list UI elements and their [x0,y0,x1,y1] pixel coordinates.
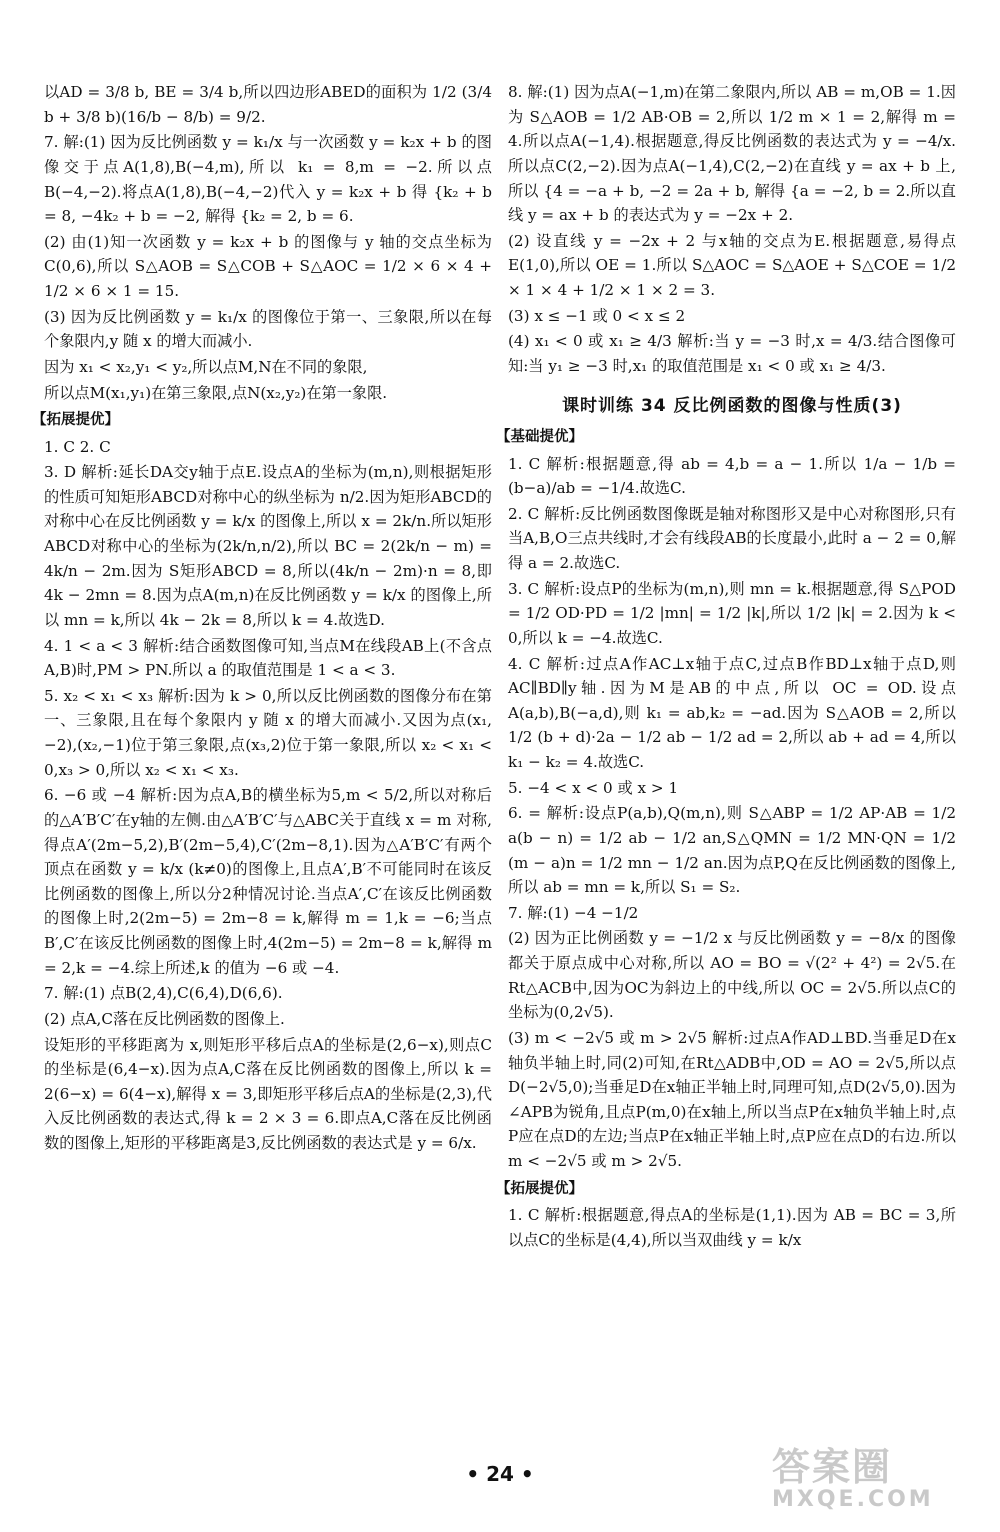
extend-answer-3: 3. D 解析:延长DA交y轴于点E.设点A的坐标为(m,n),则根据矩形的性质可知矩形ABCD对称中心的纵坐标为 n/2.因为矩形ABCD的对称中心在反比例函数 y = k/x 的图像上,所以 x = 2k/n.所以矩形ABCD对称中心的坐标为(2k/n,n/2),所以 BC = 2(2k/n − m) = 4k/n − 2m.因为 S矩形ABCD = 8,所以(4k/n − 2m)·n = 8,即 4k − 2mn = 8.因为点A(m,n)在反比例函数 y = k/x 的图像上,所以 mn = k,所以 4k − 2k = 8,所以 k = 4.故选D. [44,463,492,629]
section-heading-extend: 【拓展提优】 [32,412,119,429]
extend-answer-5: 5. x₂ < x₁ < x₃ 解析:因为 k > 0,所以反比例函数的图像分布在第一、三象限,且在每个象限内 y 随 x 的增大而减小.又因为点(x₁,−2),(x₂,−1)位于第三象限,点(x₃,2)位于第一象限,所以 x₂ < x₁ < 0,x₃ > 0,所以 x₂ < x₁ < x₃. [44,686,492,779]
basic-answer-2: 2. C 解析:反比例函数图像既是轴对称图形又是中心对称图形,只有当A,B,O三点共线时,才会有线段AB的长度最小,此时 a − 2 = 0,解得 a = 2.故选C. [508,504,956,573]
basic-answer-6: 6. = 解析:设点P(a,b),Q(m,n),则 S△ABP = 1/2 AP·AB = 1/2 a(b − n) = 1/2 ab − 1/2 an,S△QMN = 1/2 MN·QN = 1/2 (m − a)n = 1/2 mn − 1/2 an.因为点P,Q在反比例函数的图像上,所以 ab = mn = k,所以 S₁ = S₂. [508,804,956,897]
watermark-big-text: 答案圈 [772,1445,893,1489]
answer-7-part1: 7. 解:(1) 因为反比例函数 y = k₁/x 与一次函数 y = k₂x + b 的图像交于点A(1,8),B(−4,m),所以 k₁ = 8,m = −2.所以点B(−4,−2).将点A(1,8),B(−4,−2)代入 y = k₂x + b 得 {k₂ + b = 8, −4k₂ + b = −2, 解得 {k₂ = 2, b = 6. [44,133,492,226]
basic-answer-7-part2: (2) 因为正比例函数 y = −1/2 x 与反比例函数 y = −8/x 的图像都关于原点成中心对称,所以 AO = BO = √(2² + 4²) = 2√5.在Rt△ACB中,因为OC为斜边上的中线,所以 OC = 2√5.所以点C的坐标为(0,2√5). [508,929,956,1022]
basic-answer-3: 3. C 解析:设点P的坐标为(m,n),则 mn = k.根据题意,得 S△POD = 1/2 OD·PD = 1/2 |mn| = 1/2 |k|,所以 1/2 |k| = 2.因为 k < 0,所以 k = −4.故选C. [508,579,956,647]
lesson-title: 课时训练 34 反比例函数的图像与性质(3) [562,395,902,416]
answer-6-continuation: 以AD = 3/8 b, BE = 3/4 b,所以四边形ABED的面积为 1/2 (3/4 b + 3/8 b)(16/b − 8/b) = 9/2. [44,83,492,126]
page-number: • 24 • [466,1462,534,1486]
extend-answer-4: 4. 1 < a < 3 解析:结合函数图像可知,当点M在线段AB上(不含点A,B)时,PM > PN.所以 a 的取值范围是 1 < a < 3. [44,636,492,680]
answer-8-part3: (3) x ≤ −1 或 0 < x ≤ 2 [508,306,686,325]
answer-8-part4: (4) x₁ < 0 或 x₁ ≥ 4/3 解析:当 y = −3 时,x = 4/3.结合图像可知:当 y₁ ≥ −3 时,x₁ 的取值范围是 x₁ < 0 或 x₁ ≥ 4/3. [508,332,956,375]
left-column [32,80,492,1157]
extend-answer-7-part3: 设矩形的平移距离为 x,则矩形平移后点A的坐标是(2,6−x),则点C的坐标是(6,4−x).因为点A,C落在反比例函数的图像上,所以 k = 2(6−x) = 6(4−x),解得 x = 3,即矩形平移后点A的坐标是(2,3),代入反比例函数的表达式,得 k = 2 × 3 = 6.即点A,C落在反比例函数的图像上,矩形的平移距离是3,反比例函数的表达式是 y = 6/x. [44,1035,492,1153]
watermark-url-text: MXQE.COM [772,1487,934,1512]
basic-answer-4: 4. C 解析:过点A作AC⊥x轴于点C,过点B作BD⊥x轴于点D,则AC∥BD∥y轴.因为M是AB的中点,所以 OC = OD.设点A(a,b),B(−a,d),则 k₁ = ab,k₂ = −ad.因为 S△AOB = 2,所以 1/2 (b + d)·2a − 1/2 ab − 1/2 ad = 2,所以 ab + ad = 4,所以 k₁ − k₂ = 4.故选C. [508,654,956,772]
answer-8-part1: 8. 解:(1) 因为点A(−1,m)在第二象限内,所以 AB = m,OB = 1.因为 S△AOB = 1/2 AB·OB = 2,所以 1/2 m × 1 = 2,解得 m = 4.所以点A(−1,4).根据题意,得反比例函数的表达式为 y = −4/x.所以点C(2,−2).因为点A(−1,4),C(2,−2)在直线 y = ax + b 上,所以 {4 = −a + b, −2 = 2a + b, 解得 {a = −2, b = 2.所以直线 y = ax + b 的表达式为 y = −2x + 2. [508,83,956,225]
right-column [496,80,956,1253]
basic-answer-7-part3: (3) m < −2√5 或 m > 2√5 解析:过点A作AD⊥BD.当垂足D在x轴负半轴上时,同(2)可知,在Rt△ADB中,OD = AO = 2√5,所以点D(−2√5,0);当垂足D在x轴正半轴上时,同理可知,点D(2√5,0).因为∠APB为锐角,且点P(m,0)在x轴上,所以当点P在x轴负半轴上时,点P应在点D的左边;当点P在x轴正半轴上时,点P应在点D的右边.所以 m < −2√5 或 m > 2√5. [508,1028,956,1171]
section-heading-basic: 【基础提优】 [496,429,583,446]
extend-answer-7-part2: (2) 点A,C落在反比例函数的图像上. [44,1009,285,1028]
answer-7-part4: 因为 x₁ < x₂,y₁ < y₂,所以点M,N在不同的象限, [44,357,368,376]
basic-answer-7-part1: 7. 解:(1) −4 −1/2 [508,903,639,922]
answer-7-part3: (3) 因为反比例函数 y = k₁/x 的图像位于第一、三象限,所以在每个象限内,y 随 x 的增大而减小. [44,307,492,351]
answer-8-part2: (2) 设直线 y = −2x + 2 与x轴的交点为E.根据题意,易得点E(1,0),所以 OE = 1.所以 S△AOC = S△AOE + S△COE = 1/2 × 1 × 4 + 1/2 × 1 × 2 = 3. [508,231,956,299]
answer-7-part5: 所以点M(x₁,y₁)在第三象限,点N(x₂,y₂)在第一象限. [44,383,388,402]
extend-answer-6: 6. −6 或 −4 解析:因为点A,B的横坐标为5,m < 5/2,所以对称后的△A′B′C′在y轴的左侧.由△A′B′C′与△ABC关于直线 x = m 对称,得点A′(2m−5,2),B′(2m−5,4),C′(2m−8,1).因为△A′B′C′有两个顶点在函数 y = k/x (k≠0)的图像上,且点A′,B′不可能同时在该反比例函数的图像上,所以分2种情况讨论.当点A′,C′在该反比例函数的图像上时,2(2m−5) = 2m−8 = k,解得 m = 1,k = −6;当点B′,C′在该反比例函数的图像上时,4(2m−5) = 2m−8 = k,解得 m = 2,k = −4.综上所述,k 的值为 −6 或 −4. [44,786,492,977]
extend-answer-7-part1: 7. 解:(1) 点B(2,4),C(6,4),D(6,6). [44,984,283,1003]
basic-answer-5: 5. −4 < x < 0 或 x > 1 [508,778,679,797]
basic-answer-1: 1. C 解析:根据题意,得 ab = 4,b = a − 1.所以 1/a − 1/b = (b−a)/ab = −1/4.故选C. [508,454,956,498]
section-heading-extend-right: 【拓展提优】 [496,1180,583,1197]
answer-7-part2: (2) 由(1)知一次函数 y = k₂x + b 的图像与 y 轴的交点坐标为C(0,6),所以 S△AOB = S△COB + S△AOC = 1/2 × 6 × 4 + 1/2 × 6 × 1 = 15. [44,232,492,300]
extend-right-answer-1: 1. C 解析:根据题意,得点A的坐标是(1,1).因为 AB = BC = 3,所以点C的坐标是(4,4),所以当双曲线 y = k/x [508,1206,956,1249]
extend-answer-1-2: 1. C 2. C [44,437,111,456]
watermark-logo [772,1445,982,1528]
